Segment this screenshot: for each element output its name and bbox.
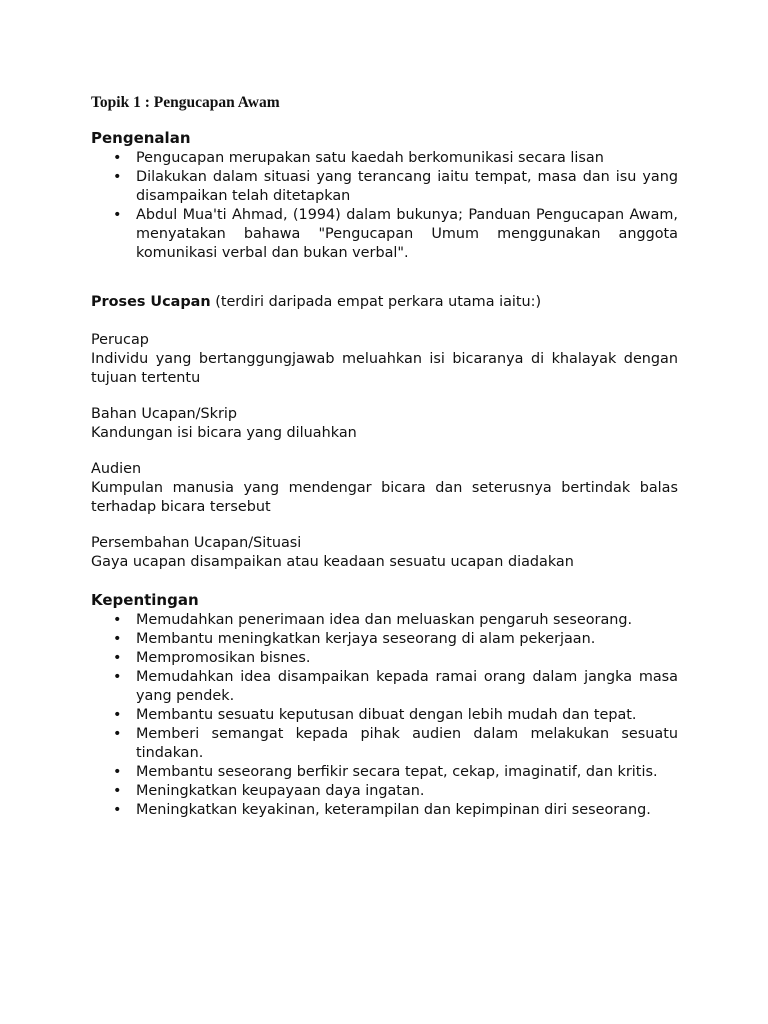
- kepentingan-list: [91, 611, 678, 820]
- bullet-icon: •: [113, 707, 122, 723]
- bullet-icon: •: [113, 631, 122, 647]
- term-audien: [91, 460, 678, 517]
- pengenalan-heading: Pengenalan: [91, 129, 191, 147]
- list-item-text: Meningkatkan keupayaan daya ingatan.: [136, 783, 425, 799]
- list-item: [91, 149, 678, 168]
- bullet-icon: •: [113, 726, 122, 742]
- bullet-icon: •: [113, 169, 122, 185]
- bullet-icon: •: [113, 764, 122, 780]
- list-item-text: Memudahkan idea disampaikan kepada ramai orang dalam jangka masa yang pendek.: [136, 669, 678, 704]
- bullet-icon: •: [113, 612, 122, 628]
- term-label: Persembahan Ucapan/Situasi: [91, 535, 302, 551]
- list-item: [91, 725, 678, 763]
- list-item: [91, 206, 678, 263]
- pengenalan-list: [91, 149, 678, 263]
- term-description: Gaya ucapan disampaikan atau keadaan sesuatu ucapan diadakan: [91, 554, 574, 570]
- document-title: Topik 1 : Pengucapan Awam: [91, 94, 280, 111]
- list-item: [91, 649, 678, 668]
- bullet-icon: •: [113, 650, 122, 666]
- list-item-text: Abdul Mua'ti Ahmad, (1994) dalam bukunya; Panduan Pengucapan Awam, menyatakan bahawa "Pengucapan Umum menggunakan anggota komunikasi verbal dan bukan verbal".: [136, 207, 678, 261]
- list-item-text: Mempromosikan bisnes.: [136, 650, 311, 666]
- list-item-text: Meningkatkan keyakinan, keterampilan dan kepimpinan diri seseorang.: [136, 802, 651, 818]
- list-item: [91, 782, 678, 801]
- list-item: [91, 706, 678, 725]
- term-bahan-ucapan: [91, 405, 678, 443]
- proses-section: [91, 293, 678, 572]
- term-perucap: [91, 331, 678, 388]
- list-item: [91, 801, 678, 820]
- term-persembahan: [91, 534, 678, 572]
- bullet-icon: •: [113, 207, 122, 223]
- bullet-icon: •: [113, 802, 122, 818]
- list-item-text: Memberi semangat kepada pihak audien dalam melakukan sesuatu tindakan.: [136, 726, 678, 761]
- term-description: Individu yang bertanggungjawab meluahkan isi bicaranya di khalayak dengan tujuan tertentu: [91, 351, 678, 386]
- list-item: [91, 611, 678, 630]
- list-item-text: Dilakukan dalam situasi yang terancang iaitu tempat, masa dan isu yang disampaikan telah ditetapkan: [136, 169, 678, 204]
- kepentingan-heading: Kepentingan: [91, 591, 199, 609]
- term-description: Kandungan isi bicara yang diluahkan: [91, 425, 357, 441]
- list-item: [91, 630, 678, 649]
- proses-heading-line: [91, 293, 678, 312]
- bullet-icon: •: [113, 783, 122, 799]
- list-item-text: Pengucapan merupakan satu kaedah berkomunikasi secara lisan: [136, 150, 604, 166]
- list-item: [91, 668, 678, 706]
- bullet-icon: •: [113, 150, 122, 166]
- proses-heading: Proses Ucapan: [91, 294, 211, 310]
- list-item-text: Membantu seseorang berfikir secara tepat, cekap, imaginatif, dan kritis.: [136, 764, 658, 780]
- list-item: [91, 763, 678, 782]
- list-item: [91, 168, 678, 206]
- list-item-text: Memudahkan penerimaan idea dan meluaskan pengaruh seseorang.: [136, 612, 633, 628]
- term-label: Bahan Ucapan/Skrip: [91, 406, 238, 422]
- proses-note: (terdiri daripada empat perkara utama iaitu:): [210, 294, 542, 310]
- list-item-text: Membantu meningkatkan kerjaya seseorang di alam pekerjaan.: [136, 631, 596, 647]
- document-body: [91, 92, 678, 820]
- term-label: Audien: [91, 461, 142, 477]
- term-label: Perucap: [91, 332, 149, 348]
- bullet-icon: •: [113, 669, 122, 685]
- term-description: Kumpulan manusia yang mendengar bicara dan seterusnya bertindak balas terhadap bicara tersebut: [91, 480, 678, 515]
- list-item-text: Membantu sesuatu keputusan dibuat dengan lebih mudah dan tepat.: [136, 707, 637, 723]
